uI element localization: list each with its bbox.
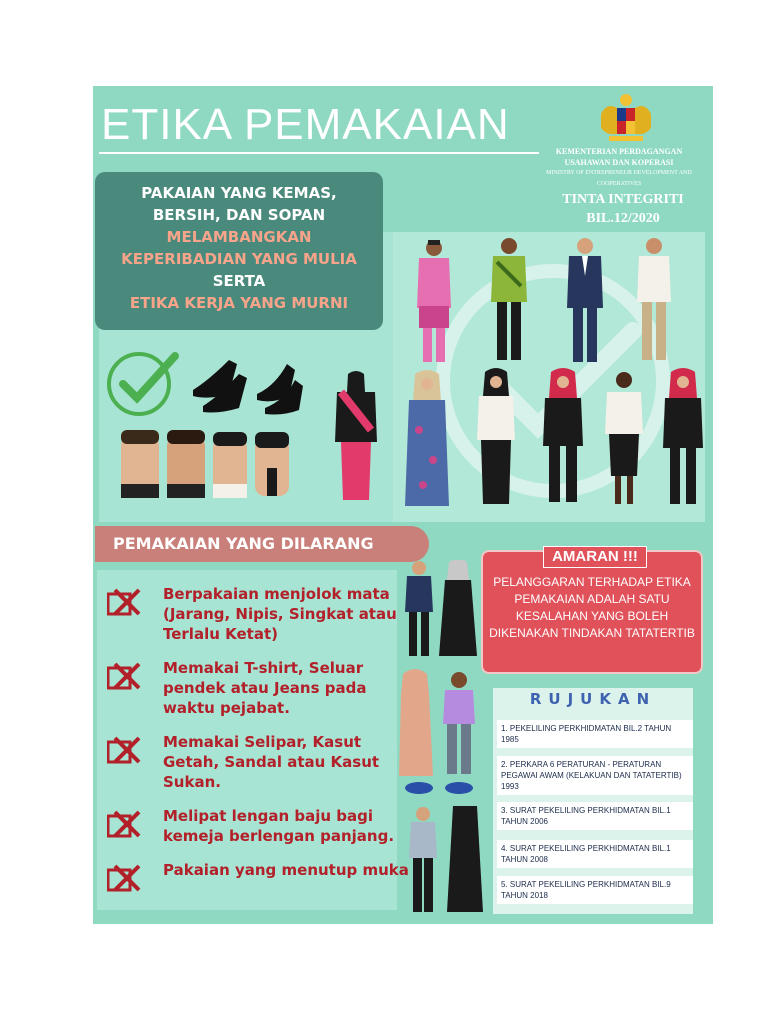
prohibited-x-icon — [107, 662, 141, 690]
dilarang-list — [97, 570, 409, 910]
amaran-title: AMARAN !!! — [543, 546, 647, 568]
tinta-line-2: BIL.12/2020 — [586, 211, 660, 226]
title-underline — [99, 152, 539, 154]
rujukan-item: 3. SURAT PEKELILING PERKHIDMATAN BIL.1 TAHUN 2006 — [497, 802, 693, 830]
ministry-name — [527, 146, 711, 190]
pakaian-line-6: ETIKA KERJA YANG MURNI — [129, 294, 349, 312]
poster-title: ETIKA PEMAKAIAN — [101, 100, 510, 149]
dilarang-item-text: Melipat lengan baju bagi kemeja berlengan panjang. — [163, 807, 395, 845]
pakaian-line-1: PAKAIAN YANG KEMAS, — [141, 184, 337, 202]
woman-white-shirt-skirt-icon — [601, 368, 647, 508]
ministry-line-1: KEMENTERIAN PERDAGANGAN — [555, 147, 683, 156]
man-baju-melayu-pink-icon — [411, 238, 457, 366]
rujukan-item: 4. SURAT PEKELILING PERKHIDMATAN BIL.1 TAHUN 2008 — [497, 840, 693, 868]
woman-red-hijab-suit-icon — [539, 368, 587, 508]
dilarang-item-text: Memakai Selipar, Kasut Getah, Sandal atau Kasut Sukan. — [163, 733, 380, 791]
coat-of-arms-icon — [591, 90, 661, 144]
pakaian-line-2: BERSIH, DAN SOPAN — [152, 206, 326, 224]
rujukan-item: 1. PEKELILING PERKHIDMATAN BIL.2 TAHUN 1985 — [497, 720, 693, 748]
dilarang-item-text: Memakai T-shirt, Seluar pendek atau Jeans pada waktu pejabat. — [163, 659, 367, 717]
folded-sleeve-and-face-covering-icon — [407, 806, 487, 916]
ministry-line-2: USAHAWAN DAN KOPERASI — [564, 158, 674, 167]
rujukan-item: 2. PERKARA 6 PERATURAN - PERATURAN PEGAWAI AWAM (KELAKUAN DAN TATATERTIB) 1993 — [497, 756, 693, 795]
amaran-warning-box — [481, 550, 703, 674]
woman-floral-baju-kurung-icon — [403, 370, 451, 510]
pakaian-line-5: SERTA — [212, 272, 266, 290]
man-business-suit-icon — [563, 236, 607, 366]
woman-red-tudung-black-suit-icon — [661, 368, 705, 508]
prohibited-x-icon — [107, 736, 141, 764]
approved-checkmark-icon — [101, 348, 183, 418]
man-white-shirt-icon — [633, 236, 675, 364]
revealing-clothing-figures-icon — [401, 560, 479, 660]
woman-pink-scarf-icon — [331, 370, 381, 506]
woman-white-blouse-icon — [473, 368, 519, 508]
casual-clothing-figures-icon — [399, 668, 485, 798]
tinta-line-1: TINTA INTEGRITI — [562, 192, 684, 207]
pakaian-message-box — [95, 172, 383, 330]
poster — [93, 86, 713, 924]
pakaian-line-3: MELAMBANGKAN — [166, 228, 312, 246]
dilarang-section-label: PEMAKAIAN YANG DILARANG — [95, 526, 429, 562]
neat-hairstyle-faces-icon — [117, 428, 293, 500]
rujukan-title: RUJUKAN — [529, 690, 657, 708]
man-batik-shirt-icon — [487, 236, 531, 366]
rujukan-item: 5. SURAT PEKELILING PERKHIDMATAN BIL.9 TAHUN 2018 — [497, 876, 693, 904]
formal-shoes-icon — [189, 350, 307, 416]
dilarang-item-text: Pakaian yang menutup muka — [163, 861, 409, 879]
dilarang-item-text: Berpakaian menjolok mata (Jarang, Nipis, Singkat atau Terlalu Ketat) — [163, 585, 397, 643]
pakaian-line-4: KEPERIBADIAN YANG MULIA — [121, 250, 357, 268]
tinta-integriti — [543, 190, 703, 228]
prohibited-x-icon — [107, 864, 141, 892]
amaran-text: PELANGGARAN TERHADAP ETIKA PEMAKAIAN ADALAH SATU KESALAHAN YANG BOLEH DIKENAKAN TINDAKAN TATATERTIB — [489, 575, 695, 640]
ministry-line-3: MINISTRY OF ENTREPRENEUR DEVELOPMENT AND COOPERATIVES — [546, 170, 692, 187]
prohibited-x-icon — [107, 810, 141, 838]
prohibited-x-icon — [107, 588, 141, 616]
